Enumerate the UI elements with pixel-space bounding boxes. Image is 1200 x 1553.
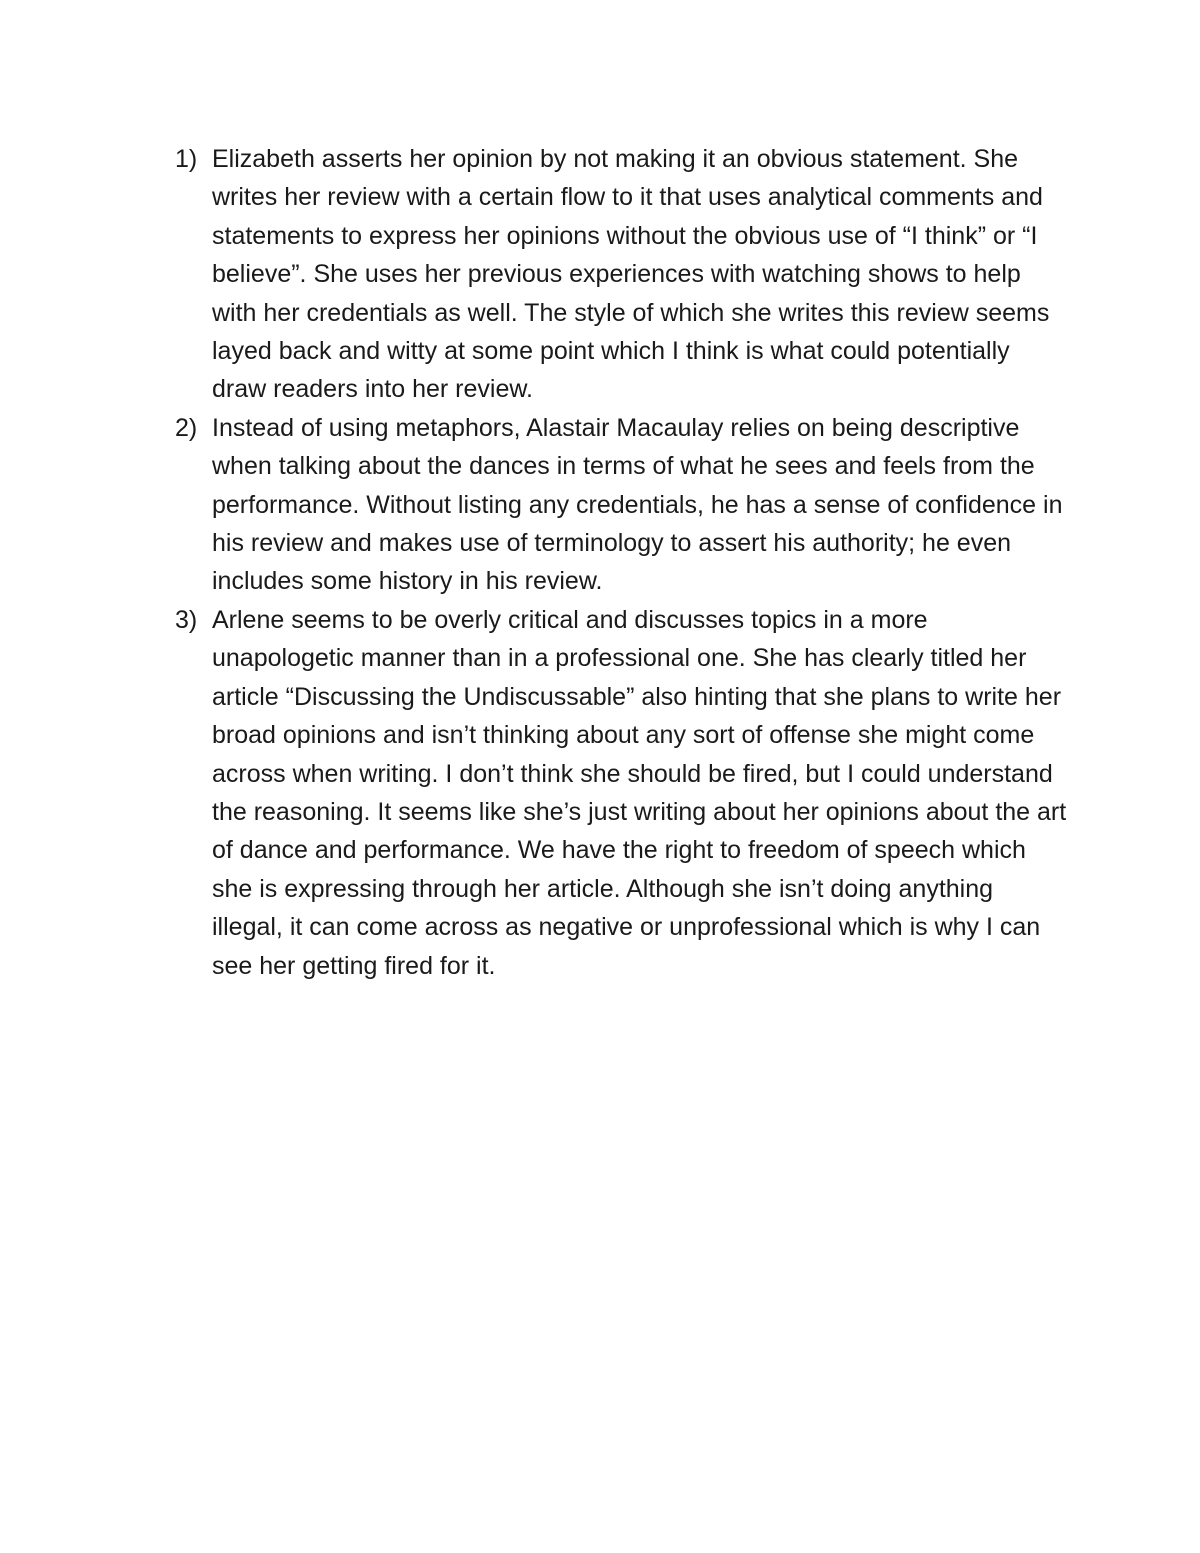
answer-item-1 bbox=[175, 140, 1070, 409]
answer-text: Arlene seems to be overly critical and discusses topics in a more unapologetic manner than in a professional one. She has clearly titled her article “Discussing the Undiscussable” also hinting that she plans to write her broad opinions and isn’t thinking about any sort of offense she might come across when writing. I don’t think she should be fired, but I could understand the reasoning. It seems like she’s just writing about her opinions about the art of dance and performance. We have the right to freedom of speech which she is expressing through her article. Although she isn’t doing anything illegal, it can come across as negative or unprofessional which is why I can see her getting fired for it. bbox=[212, 605, 1067, 980]
answer-item-2 bbox=[175, 409, 1070, 601]
answer-number: 3) bbox=[175, 605, 198, 634]
answer-item-3 bbox=[175, 601, 1070, 985]
answer-list bbox=[175, 140, 1070, 985]
answer-number: 1) bbox=[175, 145, 198, 173]
answer-text: Elizabeth asserts her opinion by not making it an obvious statement. She writes her review with a certain flow to it that uses analytical comments and statements to express her opinions without the obvious use of “I think” or “I believe”. She uses her previous experiences with watching shows to help with her credentials as well. The style of which she writes this review seems layed back and witty at some point which I think is what could potentially draw readers into her review. bbox=[212, 145, 1050, 404]
answer-number: 2) bbox=[175, 413, 198, 442]
answer-text: Instead of using metaphors, Alastair Macaulay relies on being descriptive when talking about the dances in terms of what he sees and feels from the performance. Without listing any credentials, he has a sense of confidence in his review and makes use of terminology to assert his authority; he even includes some history in his review. bbox=[212, 413, 1063, 596]
